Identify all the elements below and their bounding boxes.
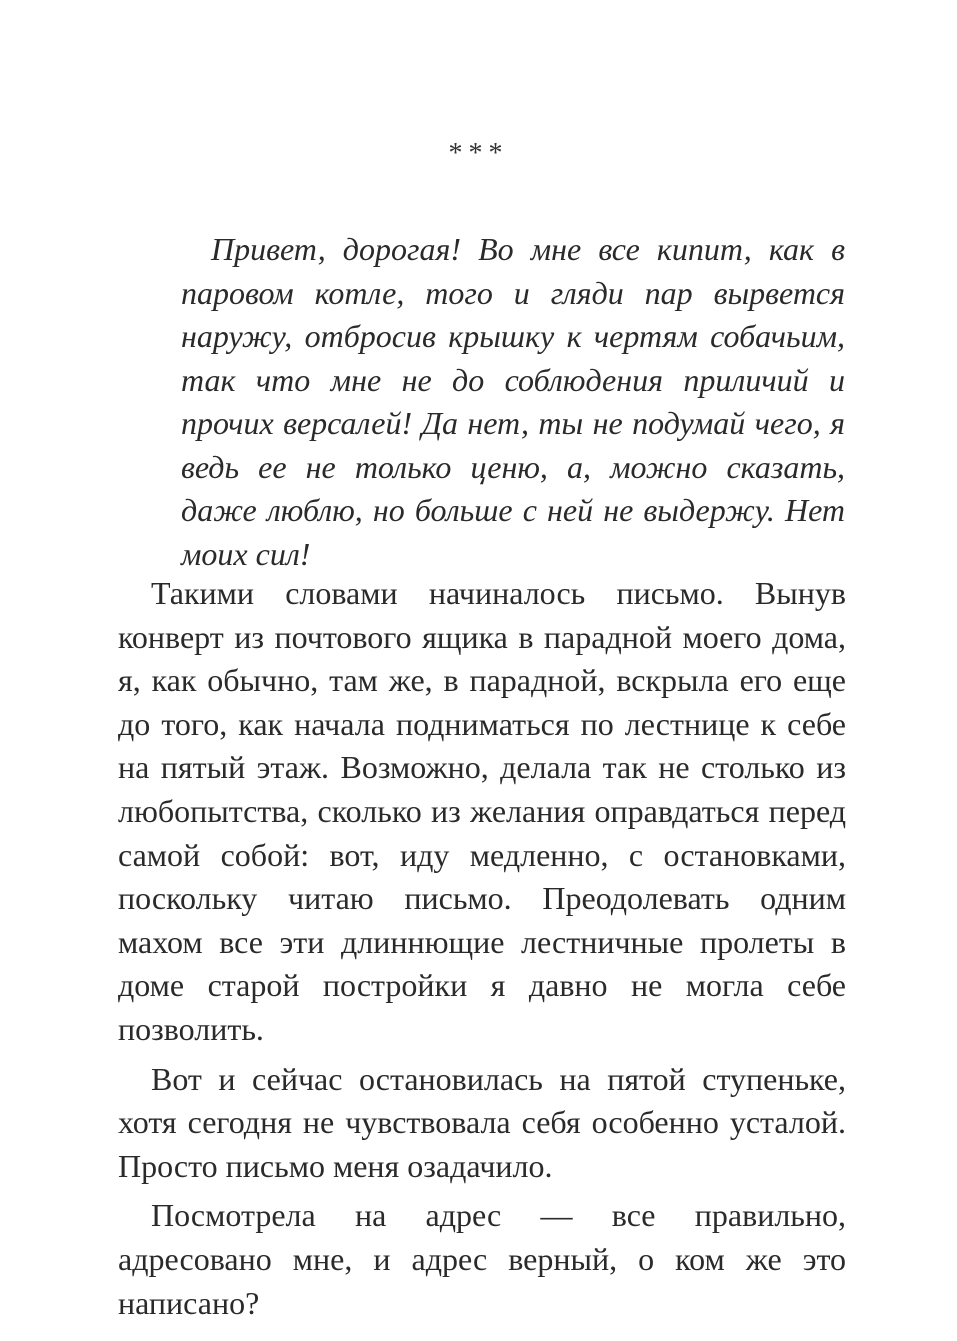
paragraph-3: Посмотрела на адрес — все правильно, адресовано мне, и адрес верный, о ком же это написано?	[118, 1197, 846, 1321]
paragraph-2: Вот и сейчас остановилась на пятой ступеньке, хотя сегодня не чувствовала себя особенно усталой. Просто письмо меня озадачило.	[118, 1060, 846, 1184]
section-separator: ***	[448, 138, 509, 169]
narrative-text	[118, 572, 846, 1331]
paragraph-1: Такими словами начиналось письмо. Вынув конверт из почтового ящика в парадной моего дома, я, как обычно, там же, в парадной, вскрыла его еще до того, как начала подниматься по лестнице к себе на пятый этаж. Возможно, делала так не столько из любопытства, сколько из желания оправдаться перед самой собой: вот, иду медленно, с остановками, поскольку читаю письмо. Преодолевать одним махом все эти длиннющие лестничные пролеты в доме старой постройки я давно не могла себе позволить.	[118, 575, 846, 1047]
letter-quote: Привет, дорогая! Во мне все кипит, как в паровом котле, того и гляди пар вырвется наружу, отбросив крышку к чертям собачьим, так что мне не до соблюдения приличий и прочих версалей! Да нет, ты не подумай чего, я ведь ее не только ценю, а, можно сказать, даже люблю, но больше с ней не выдержу. Нет моих сил!	[181, 231, 845, 572]
